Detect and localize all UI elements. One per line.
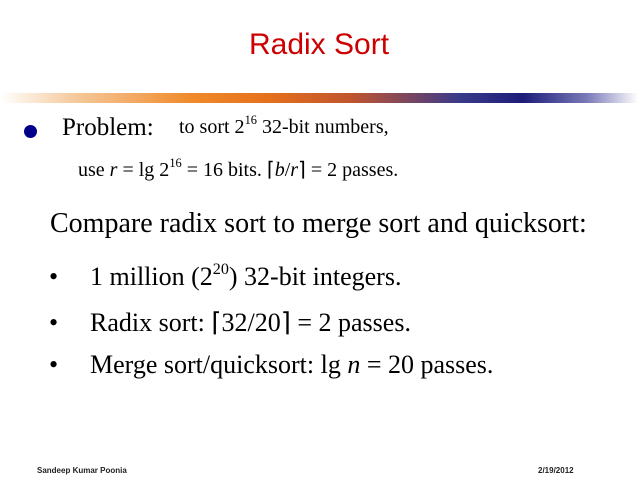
compare-heading: Compare radix sort to merge sort and quicksort: xyxy=(50,208,587,239)
list-item-3: Merge sort/quicksort: lg n = 20 passes. xyxy=(90,350,494,379)
footer-author: Sandeep Kumar Poonia xyxy=(37,466,127,475)
problem-line-1: to sort $2^{16}$ 32-bit numbers, xyxy=(179,113,389,138)
problem-label: Problem: xyxy=(62,114,154,141)
list-bullet: • xyxy=(49,350,59,379)
footer-date: 2/19/2012 xyxy=(538,466,574,475)
list-bullet: • xyxy=(49,262,59,291)
slide-title: Radix Sort xyxy=(248,28,390,61)
problem-line-2: use $r = \lg 2^{16} = 16$ bits. ⌈b/r⌉ = 2 passes. xyxy=(78,156,399,181)
list-bullet: • xyxy=(49,308,59,337)
list-item-1: 1 million $(2^{20})$ 32-bit integers. xyxy=(90,260,402,291)
bullet-dot-icon xyxy=(24,125,37,138)
title-divider xyxy=(0,93,638,103)
list-item-2: Radix sort: ⌈32/20⌉ = 2 passes. xyxy=(90,308,411,337)
